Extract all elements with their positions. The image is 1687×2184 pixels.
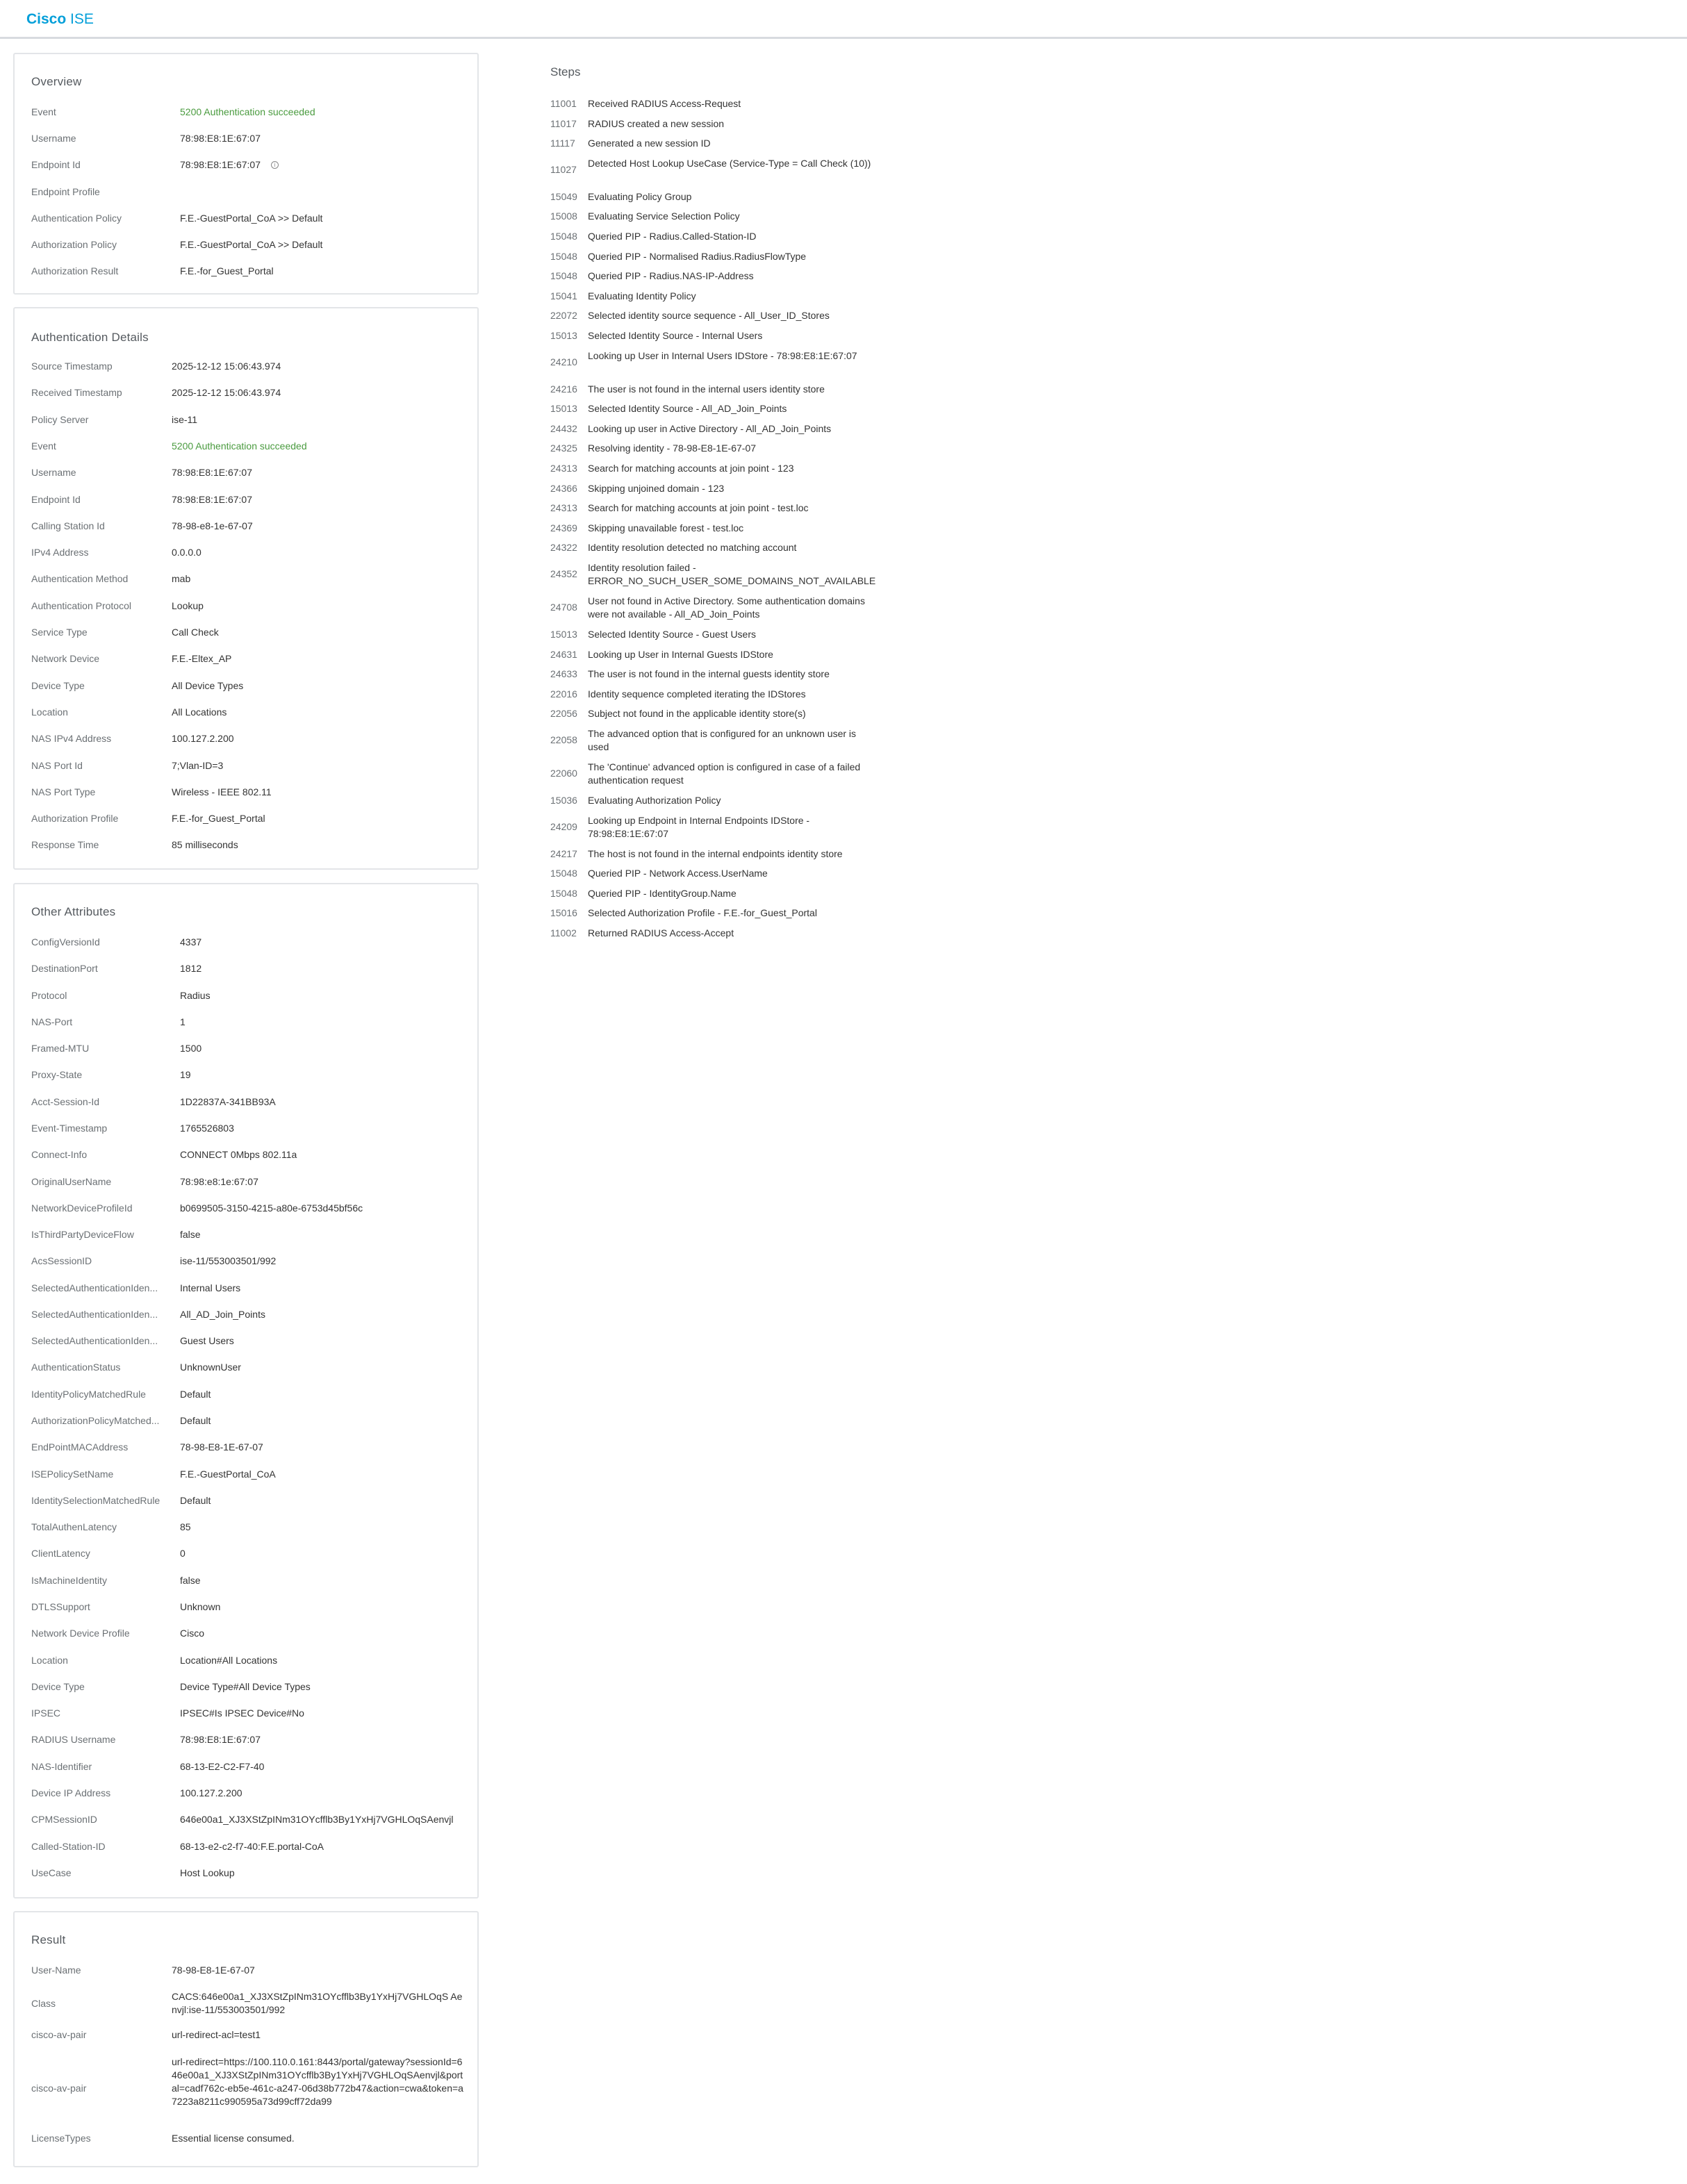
- step-text: Generated a new session ID: [588, 138, 711, 149]
- detail-label: Source Timestamp: [31, 361, 113, 372]
- detail-value: 646e00a1_XJ3XStZpINm31OYcfflb3By1YxHj7VGHLOqSAenvjl: [180, 1814, 454, 1826]
- detail-value: ise-11: [172, 413, 198, 425]
- step-text: Selected identity source sequence - All_User_ID_Stores: [588, 310, 830, 322]
- detail-value: F.E.-for_Guest_Portal: [172, 813, 265, 825]
- overview-title: Overview: [31, 75, 82, 88]
- detail-value: Lookup: [172, 599, 204, 611]
- detail-label: IsMachineIdentity: [31, 1574, 107, 1586]
- detail-value: UnknownUser: [180, 1362, 241, 1373]
- detail-value: 1500: [180, 1043, 202, 1054]
- step-text: Subject not found in the applicable identity store(s): [588, 708, 806, 720]
- step-text: Skipping unjoined domain - 123: [588, 482, 725, 494]
- detail-value: Location#All Locations: [180, 1654, 278, 1666]
- detail-value: 0: [180, 1548, 186, 1560]
- overview-card: [13, 53, 479, 295]
- detail-label: Proxy-State: [31, 1069, 83, 1081]
- step-text: The user is not found in the internal guests identity store: [588, 668, 830, 680]
- step-text: The user is not found in the internal users identity store: [588, 383, 825, 395]
- detail-label: AcsSessionID: [31, 1255, 92, 1267]
- detail-value: Wireless - IEEE 802.11: [172, 786, 272, 797]
- detail-label: Called-Station-ID: [31, 1840, 106, 1852]
- step-text: Selected Identity Source - All_AD_Join_Points: [588, 403, 787, 415]
- step-text: Identity resolution detected no matching account: [588, 542, 797, 554]
- step-code: 22072: [550, 310, 577, 322]
- detail-value: 68-13-E2-C2-F7-40: [180, 1760, 265, 1772]
- detail-label: NAS IPv4 Address: [31, 733, 112, 745]
- detail-value: 2025-12-12 15:06:43.974: [172, 361, 281, 372]
- step-text: Resolving identity - 78-98-E8-1E-67-07: [588, 442, 757, 454]
- step-code: 24322: [550, 542, 577, 554]
- step-text: Selected Identity Source - Internal Users: [588, 330, 763, 341]
- detail-label: SelectedAuthenticationIden...: [31, 1335, 158, 1347]
- detail-label: UseCase: [31, 1867, 72, 1878]
- detail-label: Protocol: [31, 989, 67, 1001]
- step-text: Search for matching accounts at join point - test.loc: [588, 502, 809, 514]
- detail-label: Calling Station Id: [31, 520, 105, 531]
- step-text: Identity resolution failed - ERROR_NO_SUCH_USER_SOME_DOMAINS_NOT_AVAILABLE: [588, 562, 876, 586]
- detail-label: AuthorizationPolicyMatched...: [31, 1415, 160, 1427]
- detail-label: NAS-Identifier: [31, 1760, 92, 1772]
- steps-title: Steps: [550, 65, 581, 78]
- step-text: Selected Identity Source - Guest Users: [588, 629, 756, 640]
- other-attributes-card: [13, 883, 479, 1898]
- detail-value: 78-98-e8-1e-67-07: [172, 520, 253, 531]
- step-code: 24313: [550, 463, 577, 474]
- detail-value: 85: [180, 1521, 191, 1533]
- step-code: 15048: [550, 868, 577, 879]
- detail-value: Device Type#All Device Types: [180, 1680, 311, 1692]
- app-logo[interactable]: [26, 11, 94, 28]
- detail-label: Endpoint Id: [31, 159, 81, 171]
- step-text: The host is not found in the internal endpoints identity store: [588, 847, 843, 859]
- step-text: Received RADIUS Access-Request: [588, 98, 741, 109]
- detail-label: Authentication Method: [31, 573, 129, 585]
- result-title: Result: [31, 1933, 66, 1946]
- detail-value: IPSEC#Is IPSEC Device#No: [180, 1707, 304, 1719]
- detail-label: Device IP Address: [31, 1787, 111, 1798]
- detail-label: Endpoint Profile: [31, 185, 100, 197]
- other-attributes-title: Other Attributes: [31, 905, 116, 918]
- step-code: 24216: [550, 383, 577, 395]
- detail-label: cisco-av-pair: [31, 2083, 87, 2094]
- detail-value: url-redirect-acl=test1: [172, 2029, 261, 2040]
- detail-label: Authorization Profile: [31, 813, 119, 825]
- detail-value: 19: [180, 1069, 191, 1081]
- step-code: 11117: [550, 138, 575, 149]
- detail-label: IPv4 Address: [31, 547, 89, 559]
- detail-label: NAS Port Type: [31, 786, 96, 797]
- detail-value: Default: [180, 1494, 211, 1506]
- detail-value: 78:98:E8:1E:67:07: [180, 133, 261, 144]
- step-text: Evaluating Authorization Policy: [588, 795, 721, 806]
- step-text: Queried PIP - Normalised Radius.RadiusFlowType: [588, 250, 807, 262]
- step-text: Evaluating Identity Policy: [588, 290, 696, 301]
- detail-value: F.E.-for_Guest_Portal: [180, 265, 274, 277]
- step-code: 24369: [550, 522, 577, 533]
- detail-value: Essential license consumed.: [172, 2133, 295, 2144]
- detail-value: 1: [180, 1016, 186, 1027]
- step-code: 24209: [550, 820, 577, 832]
- step-text: Selected Authorization Profile - F.E.-for_Guest_Portal: [588, 907, 817, 919]
- detail-label: Class: [31, 1998, 56, 2009]
- step-text: Identity sequence completed iterating the IDStores: [588, 688, 806, 700]
- detail-label: CPMSessionID: [31, 1814, 97, 1826]
- detail-value: F.E.-GuestPortal_CoA >> Default: [180, 239, 323, 250]
- detail-value: 1D22837A-341BB93A: [180, 1095, 276, 1107]
- detail-label: ISEPolicySetName: [31, 1468, 114, 1480]
- detail-label: Authentication Protocol: [31, 599, 131, 611]
- detail-label: Response Time: [31, 839, 99, 851]
- detail-label: Device Type: [31, 679, 85, 691]
- detail-label: Policy Server: [31, 413, 89, 425]
- step-text: Looking up user in Active Directory - All_AD_Join_Points: [588, 422, 832, 434]
- step-code: 15049: [550, 190, 577, 202]
- step-code: 15036: [550, 795, 577, 806]
- step-code: 24217: [550, 847, 577, 859]
- detail-value: 5200 Authentication succeeded: [180, 106, 315, 117]
- detail-label: Event: [31, 106, 56, 117]
- step-code: 11027: [550, 163, 577, 175]
- info-icon[interactable]: i: [271, 161, 279, 169]
- detail-label: Event: [31, 440, 56, 452]
- step-text: Queried PIP - Network Access.UserName: [588, 868, 768, 879]
- step-code: 15016: [550, 907, 577, 919]
- detail-value: Guest Users: [180, 1335, 234, 1347]
- detail-label: RADIUS Username: [31, 1734, 116, 1746]
- detail-value: 78:98:E8:1E:67:07: [180, 1734, 261, 1746]
- step-code: 11001: [550, 98, 577, 109]
- step-code: 24631: [550, 648, 577, 660]
- detail-label: IPSEC: [31, 1707, 61, 1719]
- detail-label: Device Type: [31, 1680, 85, 1692]
- step-code: 24633: [550, 668, 577, 680]
- step-code: 15048: [550, 887, 577, 899]
- detail-label: DTLSSupport: [31, 1601, 90, 1612]
- step-text: Looking up User in Internal Users IDStore - 78:98:E8:1E:67:07: [588, 349, 857, 361]
- step-code: 15048: [550, 250, 577, 262]
- detail-value: F.E.-Eltex_AP: [172, 653, 232, 665]
- detail-value: 7;Vlan-ID=3: [172, 759, 224, 771]
- detail-label: Authentication Policy: [31, 212, 122, 224]
- detail-label: Event-Timestamp: [31, 1122, 108, 1134]
- detail-value: Unknown: [180, 1601, 221, 1612]
- step-code: 22058: [550, 734, 577, 745]
- step-code: 24352: [550, 568, 577, 579]
- detail-value: 78:98:e8:1e:67:07: [180, 1175, 258, 1187]
- detail-value: 78-98-E8-1E-67-07: [172, 1964, 255, 1976]
- detail-value: 78:98:E8:1E:67:07: [172, 493, 252, 505]
- step-text: Search for matching accounts at join point - 123: [588, 463, 794, 474]
- detail-label: Acct-Session-Id: [31, 1095, 100, 1107]
- detail-value: 2025-12-12 15:06:43.974: [172, 387, 281, 399]
- detail-label: DestinationPort: [31, 963, 98, 975]
- detail-label: Username: [31, 467, 76, 479]
- step-text: Detected Host Lookup UseCase (Service-Type = Call Check (10)): [588, 157, 871, 169]
- detail-label: AuthenticationStatus: [31, 1362, 121, 1373]
- detail-label: Location: [31, 706, 68, 718]
- detail-label: Connect-Info: [31, 1149, 88, 1161]
- detail-label: IsThirdPartyDeviceFlow: [31, 1229, 134, 1241]
- detail-value: ise-11/553003501/992: [180, 1255, 277, 1267]
- step-code: 15013: [550, 330, 577, 341]
- brand-product: ISE: [70, 11, 94, 27]
- detail-value: 4337: [180, 936, 202, 948]
- detail-value: 1812: [180, 963, 202, 975]
- step-code: 24325: [550, 442, 577, 454]
- detail-value: F.E.-GuestPortal_CoA: [180, 1468, 276, 1480]
- top-header: [0, 0, 1687, 39]
- result-card: [13, 1911, 479, 2167]
- step-text: Queried PIP - Radius.Called-Station-ID: [588, 231, 757, 242]
- detail-value: 78:98:E8:1E:67:07: [180, 159, 261, 171]
- detail-value: url-redirect=https://100.110.0.161:8443/portal/gateway?sessionId=646e00a1_XJ3XStZpINm31OYcfflb3By1YxHj7VGHLOqSAenvjl&portal=cadf762c-eb5e-461c-a247-06d38b772b47&action=cwa&token=a7223a8211c990595a73d99cff72da99: [172, 2056, 463, 2107]
- detail-label: LicenseTypes: [31, 2133, 91, 2144]
- step-code: 15041: [550, 290, 577, 301]
- step-code: 24432: [550, 422, 577, 434]
- detail-value: Default: [180, 1388, 211, 1400]
- detail-value: Call Check: [172, 627, 219, 638]
- step-text: The advanced option that is configured for an unknown user is used: [588, 728, 857, 752]
- detail-label: NetworkDeviceProfileId: [31, 1202, 133, 1214]
- detail-label: Service Type: [31, 627, 88, 638]
- auth-details-title: Authentication Details: [31, 331, 149, 344]
- step-code: 15013: [550, 403, 577, 415]
- step-code: 24708: [550, 602, 577, 613]
- step-text: User not found in Active Directory. Some authentication domains were not available - All_AD_Join_Points: [588, 595, 865, 620]
- step-code: 22016: [550, 688, 577, 700]
- step-code: 22056: [550, 708, 577, 720]
- step-text: Evaluating Service Selection Policy: [588, 210, 740, 222]
- detail-label: Authorization Policy: [31, 239, 117, 250]
- detail-label: EndPointMACAddress: [31, 1441, 129, 1453]
- detail-value: All_AD_Join_Points: [180, 1308, 265, 1320]
- detail-value: false: [180, 1574, 201, 1586]
- step-code: 11017: [550, 117, 577, 129]
- detail-label: User-Name: [31, 1964, 81, 1976]
- step-text: Looking up User in Internal Guests IDStore: [588, 648, 773, 660]
- detail-label: ConfigVersionId: [31, 936, 100, 948]
- step-code: 15008: [550, 210, 577, 222]
- detail-value: false: [180, 1229, 201, 1241]
- brand-name: Cisco: [26, 11, 67, 27]
- step-text: Queried PIP - IdentityGroup.Name: [588, 887, 736, 899]
- step-text: Returned RADIUS Access-Accept: [588, 927, 734, 938]
- detail-label: cisco-av-pair: [31, 2029, 87, 2040]
- detail-value: 85 milliseconds: [172, 839, 238, 851]
- step-code: 24210: [550, 356, 577, 367]
- detail-label: Framed-MTU: [31, 1043, 90, 1054]
- detail-value: All Device Types: [172, 679, 244, 691]
- detail-value: All Locations: [172, 706, 227, 718]
- detail-value: b0699505-3150-4215-a80e-6753d45bf56c: [180, 1202, 363, 1214]
- detail-value: 78-98-E8-1E-67-07: [180, 1441, 263, 1453]
- auth-details-card: [13, 307, 479, 870]
- detail-label: NAS-Port: [31, 1016, 73, 1027]
- detail-value: Host Lookup: [180, 1867, 235, 1878]
- detail-label: Username: [31, 133, 76, 144]
- detail-value: 100.127.2.200: [172, 733, 234, 745]
- detail-value: 78:98:E8:1E:67:07: [172, 467, 252, 479]
- step-text: Queried PIP - Radius.NAS-IP-Address: [588, 270, 754, 282]
- detail-value: 5200 Authentication succeeded: [172, 440, 307, 452]
- detail-label: SelectedAuthenticationIden...: [31, 1282, 158, 1293]
- detail-label: Location: [31, 1654, 68, 1666]
- detail-label: Network Device: [31, 653, 100, 665]
- step-code: 22060: [550, 768, 577, 779]
- detail-value: Cisco: [180, 1628, 205, 1639]
- detail-value: CONNECT 0Mbps 802.11a: [180, 1149, 297, 1161]
- detail-value: Radius: [180, 989, 211, 1001]
- step-text: The 'Continue' advanced option is configured in case of a failed authentication request: [588, 761, 861, 786]
- step-code: 24313: [550, 502, 577, 514]
- detail-value: Internal Users: [180, 1282, 241, 1293]
- detail-label: SelectedAuthenticationIden...: [31, 1308, 158, 1320]
- detail-value: CACS:646e00a1_XJ3XStZpINm31OYcfflb3By1YxHj7VGHLOqS Aenvjl:ise-11/553003501/992: [172, 1991, 463, 2015]
- step-code: 15048: [550, 231, 577, 242]
- detail-label: TotalAuthenLatency: [31, 1521, 117, 1533]
- detail-value: Default: [180, 1415, 211, 1427]
- step-code: 15048: [550, 270, 577, 282]
- detail-value: 1765526803: [180, 1122, 234, 1134]
- detail-value: mab: [172, 573, 191, 585]
- step-code: 11002: [550, 927, 577, 938]
- detail-label: IdentityPolicyMatchedRule: [31, 1388, 146, 1400]
- detail-value: F.E.-GuestPortal_CoA >> Default: [180, 212, 323, 224]
- detail-label: Endpoint Id: [31, 493, 81, 505]
- detail-label: Network Device Profile: [31, 1628, 130, 1639]
- step-text: RADIUS created a new session: [588, 117, 725, 129]
- detail-label: OriginalUserName: [31, 1175, 112, 1187]
- detail-label: Received Timestamp: [31, 387, 122, 399]
- detail-label: IdentitySelectionMatchedRule: [31, 1494, 161, 1506]
- step-code: 24366: [550, 482, 577, 494]
- step-text: Skipping unavailable forest - test.loc: [588, 522, 744, 533]
- detail-value: 68-13-e2-c2-f7-40:F.E.portal-CoA: [180, 1840, 324, 1852]
- detail-label: NAS Port Id: [31, 759, 83, 771]
- step-code: 15013: [550, 629, 577, 640]
- detail-value: 0.0.0.0: [172, 547, 201, 559]
- detail-value: 100.127.2.200: [180, 1787, 242, 1798]
- detail-label: ClientLatency: [31, 1548, 90, 1560]
- step-text: Evaluating Policy Group: [588, 190, 692, 202]
- step-text: Looking up Endpoint in Internal Endpoints IDStore - 78:98:E8:1E:67:07: [588, 814, 810, 839]
- detail-label: Authorization Result: [31, 265, 119, 277]
